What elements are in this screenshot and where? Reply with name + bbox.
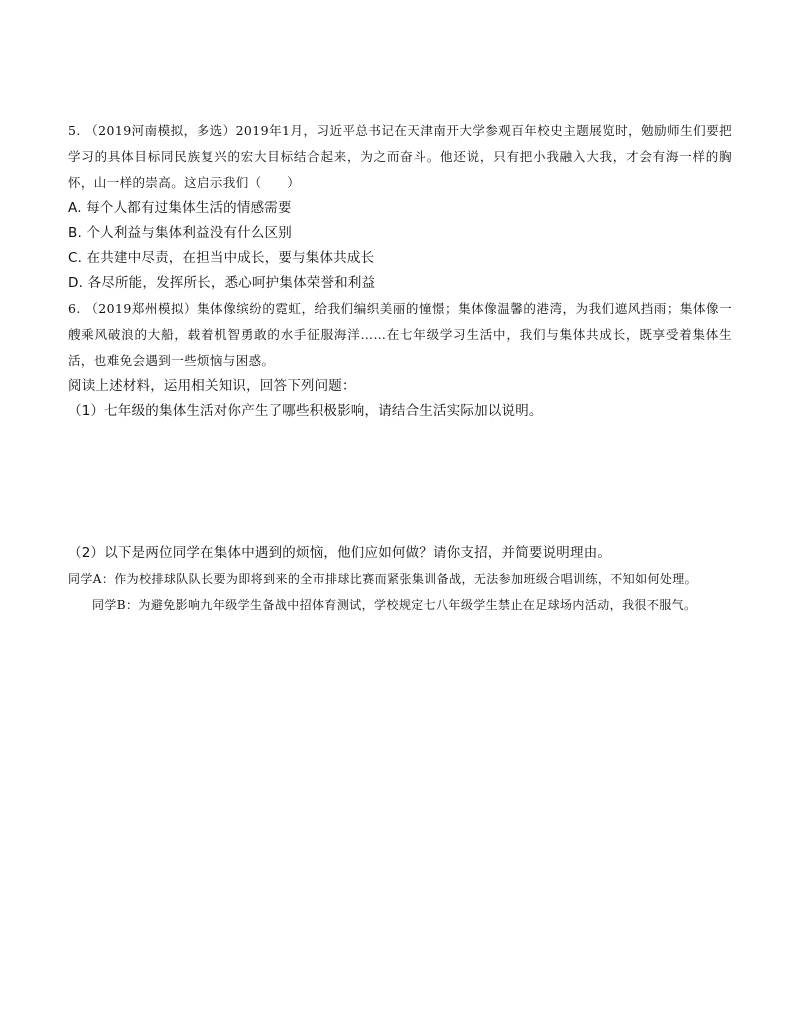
question-5-option-d: D. 各尽所能，发挥所长，悉心呵护集体荣誉和利益 [68, 275, 376, 291]
question-5-option-a: A. 每个人都有过集体生活的情感需要 [68, 200, 292, 216]
student-a-scenario: 同学A：作为校排球队队长要为即将到来的全市排球比赛而紧张集训备战，无法参加班级合唱训练，不知如何处理。 [68, 572, 698, 586]
question-5-stem: 5. （2019河南模拟，多选）2019年1月，习近平总书记在天津南开大学参观百年校史主题展览时，勉励师生们要把学习的具体目标同民族复兴的宏大目标结合起来，为之而奋斗。他还说，只有把小我融入大我，才会有海一样的胸怀，山一样的崇高。这启示我们（ ） [68, 123, 732, 190]
question-6-subquestion-1: （1）七年级的集体生活对你产生了哪些积极影响，请结合生活实际加以说明。 [68, 403, 543, 419]
question-5-option-c: C. 在共建中尽责，在担当中成长，要与集体共成长 [68, 250, 375, 266]
question-6-instruction: 阅读上述材料，运用相关知识，回答下列问题： [68, 378, 356, 394]
answer-space [68, 424, 732, 541]
question-6-subquestion-2: （2）以下是两位同学在集体中遇到的烦恼，他们应如何做？请你支招，并简要说明理由。 [68, 545, 612, 561]
question-content [68, 118, 732, 618]
student-b-scenario: 同学B：为避免影响九年级学生备战中招体育测试，学校规定七八年级学生禁止在足球场内活动，我很不服气。 [92, 598, 697, 612]
question-6-stem: 6. （2019郑州模拟）集体像缤纷的霓虹，给我们编织美丽的憧憬；集体像温馨的港湾，为我们遮风挡雨；集体像一艘乘风破浪的大船，载着机智勇敢的水手征服海洋……在七年级学习生活中，我们与集体共成长，既享受着集体生活，也难免会遇到一些烦恼与困惑。 [68, 301, 732, 368]
question-5-option-b: B. 个人利益与集体利益没有什么区别 [68, 225, 292, 241]
